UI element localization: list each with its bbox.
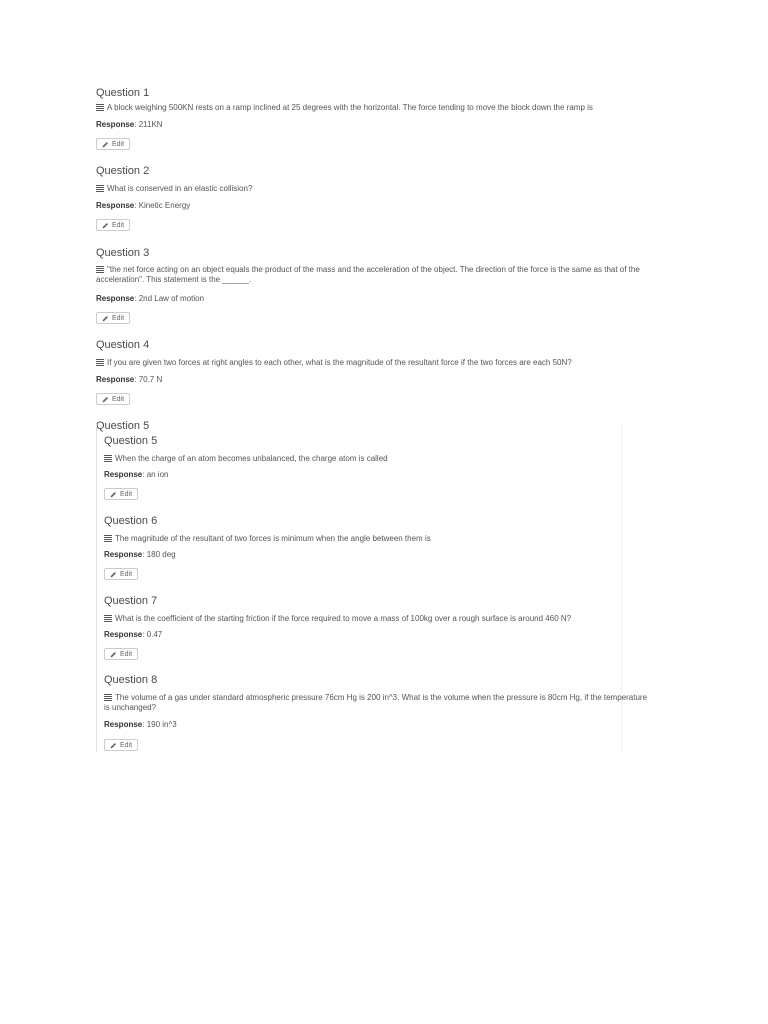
response-label: Response: [104, 550, 143, 559]
list-icon: [96, 359, 104, 366]
question-6-edit-button[interactable]: [104, 568, 138, 580]
question-1-response-value: 211KN: [138, 120, 163, 129]
pencil-icon: [110, 571, 117, 578]
pencil-icon: [102, 141, 109, 148]
list-icon: [104, 694, 112, 701]
edit-label: Edit: [120, 741, 133, 749]
list-icon: [96, 185, 104, 192]
question-4-title: Question 4: [96, 339, 150, 351]
question-7-edit-button[interactable]: [104, 648, 138, 660]
edit-label: Edit: [120, 650, 133, 658]
question-1-title: Question 1: [96, 87, 150, 99]
question-3-edit-button[interactable]: [96, 312, 130, 324]
pencil-icon: [110, 742, 117, 749]
edit-label: Edit: [112, 221, 125, 229]
question-2-text-row: [96, 184, 656, 194]
question-6-title: Question 6: [104, 515, 158, 527]
question-2-title: Question 2: [96, 165, 150, 177]
question-3-text: "the net force acting on an object equals the product of the mass and the acceleration of the object. The direction of the force is the same as that of the acceleration". This statement is the ______.: [96, 265, 640, 284]
question-7-title: Question 7: [104, 595, 158, 607]
question-5-edit-button[interactable]: [104, 488, 138, 500]
question-7-response-value: 0.47: [146, 630, 163, 639]
question-1-edit-button[interactable]: [96, 138, 130, 150]
question-2-response-value: Kinetic Energy: [138, 201, 191, 210]
edit-label: Edit: [112, 140, 125, 148]
list-icon: [104, 455, 112, 462]
question-2-edit-button[interactable]: [96, 219, 130, 231]
question-8-response: Response: 190 in^3: [104, 720, 177, 729]
list-icon: [104, 615, 112, 622]
question-1-response: Response: 211KN: [96, 120, 163, 129]
question-4-response: Response: 70.7 N: [96, 375, 163, 384]
question-6-response: Response: 180 deg: [104, 550, 176, 559]
question-3-text-row: [96, 265, 656, 285]
list-icon: [96, 266, 104, 273]
question-5-text-row: [104, 454, 649, 464]
question-7-text-row: [104, 614, 649, 624]
question-3-title: Question 3: [96, 247, 150, 259]
pencil-icon: [102, 315, 109, 322]
response-label: Response: [96, 120, 135, 129]
edit-label: Edit: [120, 570, 133, 578]
list-icon: [104, 535, 112, 542]
edit-label: Edit: [112, 314, 125, 322]
question-5-response-value: an ion: [146, 470, 169, 479]
response-label: Response: [96, 375, 135, 384]
question-8-response-value: 190 in^3: [146, 720, 177, 729]
response-label: Response: [104, 630, 143, 639]
pencil-icon: [110, 491, 117, 498]
edit-label: Edit: [112, 395, 125, 403]
question-5-title-clipped: Question 5: [96, 420, 150, 432]
question-8-edit-button[interactable]: [104, 739, 138, 751]
question-3-response: Response: 2nd Law of motion: [96, 294, 205, 303]
question-1-text-row: [96, 103, 656, 113]
question-6-response-value: 180 deg: [146, 550, 176, 559]
question-4-edit-button[interactable]: [96, 393, 130, 405]
question-2-response: Response: Kinetic Energy: [96, 201, 191, 210]
question-5-text: When the charge of an atom becomes unbalanced, the charge atom is called: [115, 454, 388, 463]
question-5-response: Response: an ion: [104, 470, 169, 479]
pencil-icon: [102, 222, 109, 229]
question-3-response-value: 2nd Law of motion: [138, 294, 205, 303]
question-7-text: What is the coefficient of the starting friction if the force required to move a mass of 100kg over a rough surface is around 460 N?: [115, 614, 572, 623]
question-4-text-row: [96, 358, 656, 368]
question-7-response: Response: 0.47: [104, 630, 163, 639]
edit-label: Edit: [120, 490, 133, 498]
question-6-text: The magnitude of the resultant of two forces is minimum when the angle between them is: [115, 534, 431, 543]
response-label: Response: [104, 720, 143, 729]
list-icon: [96, 104, 104, 111]
question-8-text: The volume of a gas under standard atmospheric pressure 76cm Hg is 200 in^3. What is the volume when the pressure is 80cm Hg, if the temperature is unchanged?: [104, 693, 648, 712]
question-5-title: Question 5: [104, 435, 158, 447]
question-8-text-row: [104, 693, 649, 713]
question-4-response-value: 70.7 N: [138, 375, 163, 384]
question-2-text: What is conserved in an elastic collision?: [107, 184, 253, 193]
question-4-text: If you are given two forces at right angles to each other, what is the magnitude of the resultant force if the two forces are each 50N?: [107, 358, 572, 367]
question-8-title: Question 8: [104, 674, 158, 686]
question-6-text-row: [104, 534, 649, 544]
response-label: Response: [96, 201, 135, 210]
pencil-icon: [110, 651, 117, 658]
response-label: Response: [96, 294, 135, 303]
pencil-icon: [102, 396, 109, 403]
response-label: Response: [104, 470, 143, 479]
question-1-text: A block weighing 500KN rests on a ramp inclined at 25 degrees with the horizontal. The force tending to move the block down the ramp is: [107, 103, 593, 112]
